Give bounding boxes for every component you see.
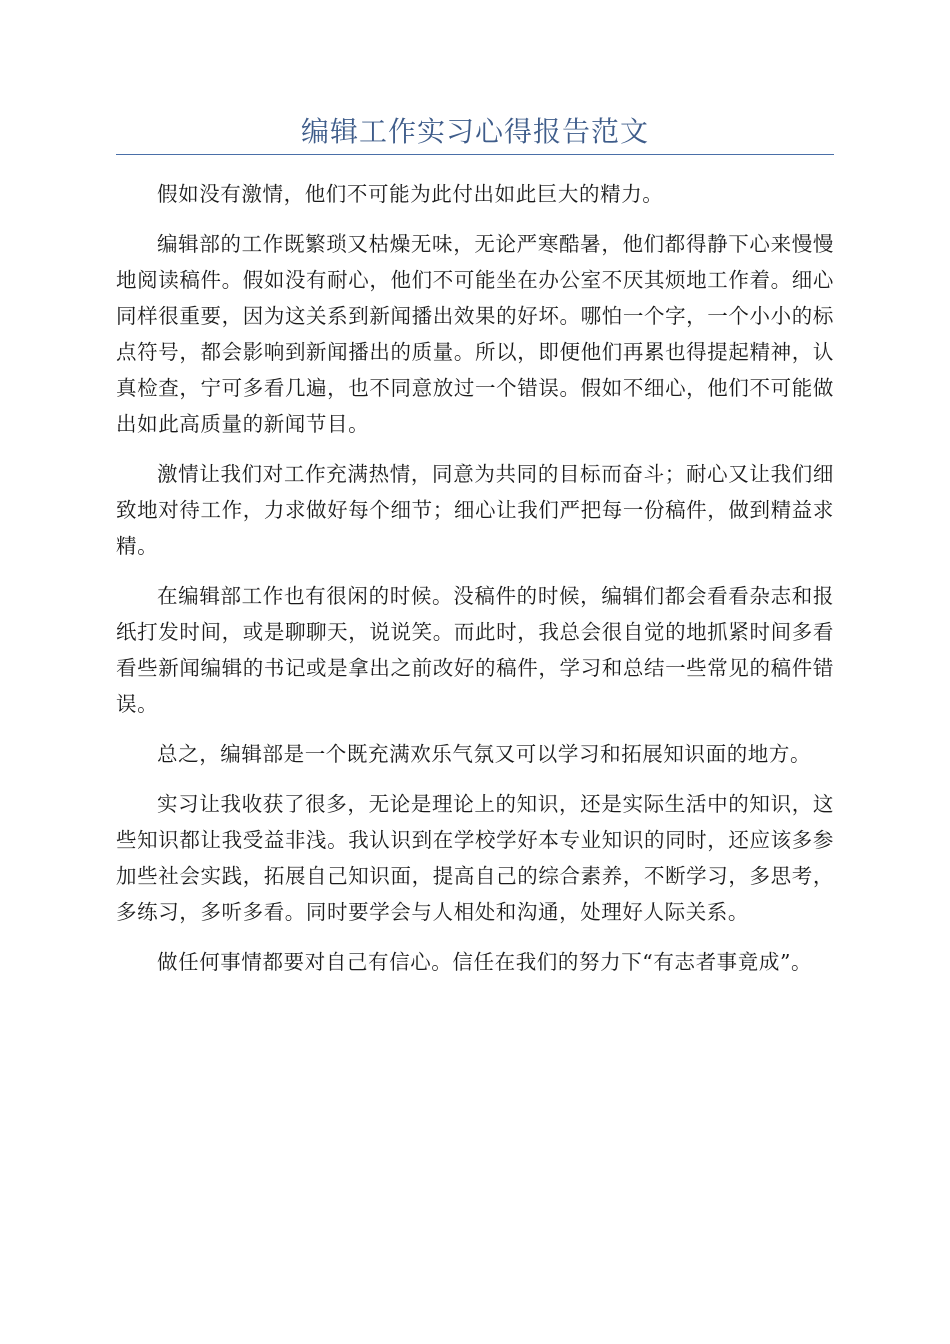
paragraph-7: 做任何事情都要对自己有信心。信任在我们的努力下“有志者事竟成”。 bbox=[157, 950, 813, 974]
paragraph-3: 激情让我们对工作充满热情，同意为共同的目标而奋斗；耐心又让我们细致地对待工作，力求做好每个细节；细心让我们严把每一份稿件，做到精益求精。 bbox=[116, 462, 834, 558]
title-underline bbox=[116, 154, 834, 155]
document-body bbox=[116, 176, 834, 994]
paragraph-1: 假如没有激情，他们不可能为此付出如此巨大的精力。 bbox=[157, 182, 664, 206]
paragraph-2: 编辑部的工作既繁琐又枯燥无味，无论严寒酷暑，他们都得静下心来慢慢地阅读稿件。假如没有耐心，他们不可能坐在办公室不厌其烦地工作着。细心同样很重要，因为这关系到新闻播出效果的好坏。哪怕一个字，一个小小的标点符号，都会影响到新闻播出的质量。所以，即便他们再累也得提起精神，认真检查，宁可多看几遍，也不同意放过一个错误。假如不细心，他们不可能做出如此高质量的新闻节目。 bbox=[116, 232, 834, 436]
paragraph-4: 在编辑部工作也有很闲的时候。没稿件的时候，编辑们都会看看杂志和报纸打发时间，或是聊聊天，说说笑。而此时，我总会很自觉的地抓紧时间多看看些新闻编辑的书记或是拿出之前改好的稿件，学习和总结一些常见的稿件错误。 bbox=[116, 584, 834, 716]
paragraph-5: 总之，编辑部是一个既充满欢乐气氛又可以学习和拓展知识面的地方。 bbox=[157, 742, 812, 766]
paragraph-6: 实习让我收获了很多，无论是理论上的知识，还是实际生活中的知识，这些知识都让我受益非浅。我认识到在学校学好本专业知识的同时，还应该多参加些社会实践，拓展自己知识面，提高自己的综合素养，不断学习，多思考，多练习，多听多看。同时要学会与人相处和沟通，处理好人际关系。 bbox=[116, 792, 834, 924]
document-title: 编辑工作实习心得报告范文 bbox=[300, 115, 649, 148]
